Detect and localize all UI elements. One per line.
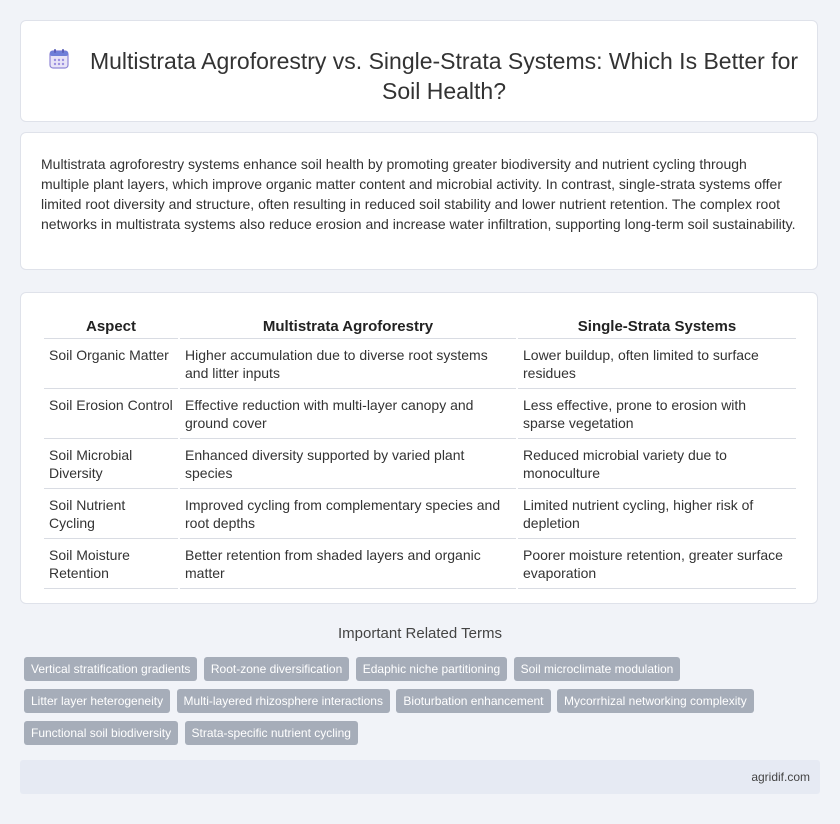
table-row xyxy=(44,389,796,439)
related-terms-heading: Important Related Terms xyxy=(338,625,502,642)
related-term-tag[interactable]: Functional soil biodiversity xyxy=(24,721,178,745)
single-strata-cell: Less effective, prone to erosion with sparse vegetation xyxy=(518,389,796,439)
table-row xyxy=(44,539,796,589)
table-row xyxy=(44,339,796,389)
table-row xyxy=(44,439,796,489)
multistrata-cell: Better retention from shaded layers and organic matter xyxy=(180,539,516,589)
related-term-tag[interactable]: Litter layer heterogeneity xyxy=(24,689,170,713)
related-term-tag[interactable]: Edaphic niche partitioning xyxy=(356,657,507,681)
multistrata-cell: Effective reduction with multi-layer canopy and ground cover xyxy=(180,389,516,439)
header-multistrata: Multistrata Agroforestry xyxy=(180,314,516,339)
related-term-tag[interactable]: Vertical stratification gradients xyxy=(24,657,197,681)
header-single-strata: Single-Strata Systems xyxy=(518,314,796,339)
table-row xyxy=(44,489,796,539)
multistrata-cell: Improved cycling from complementary species and root depths xyxy=(180,489,516,539)
single-strata-cell: Reduced microbial variety due to monoculture xyxy=(518,439,796,489)
single-strata-cell: Limited nutrient cycling, higher risk of depletion xyxy=(518,489,796,539)
multistrata-cell: Higher accumulation due to diverse root systems and litter inputs xyxy=(180,339,516,389)
header-aspect: Aspect xyxy=(44,314,178,339)
comparison-table xyxy=(42,314,798,589)
aspect-cell: Soil Erosion Control xyxy=(44,389,178,439)
aspect-cell: Soil Organic Matter xyxy=(44,339,178,389)
summary-card xyxy=(20,132,818,270)
aspect-cell: Soil Nutrient Cycling xyxy=(44,489,178,539)
summary-paragraph: Multistrata agroforestry systems enhance soil health by promoting greater biodiversity and nutrient cycling through multiple plant layers, which improve organic matter content and microbial activity. In contrast, single-strata systems offer limited root diversity and structure, often resulting in reduced soil stability and lower nutrient retention. The complex root networks in multistrata systems also reduce erosion and increase water infiltration, supporting long-term soil sustainability. xyxy=(41,156,796,232)
related-terms-list xyxy=(24,657,804,753)
comparison-table-card xyxy=(20,292,818,604)
title-card xyxy=(20,20,818,122)
related-term-tag[interactable]: Bioturbation enhancement xyxy=(396,689,550,713)
related-term-tag[interactable]: Root-zone diversification xyxy=(204,657,349,681)
multistrata-cell: Enhanced diversity supported by varied plant species xyxy=(180,439,516,489)
page-title: Multistrata Agroforestry vs. Single-Strata Systems: Which Is Better for Soil Health? xyxy=(89,48,799,104)
related-term-tag[interactable]: Soil microclimate modulation xyxy=(514,657,681,681)
table-header-row xyxy=(44,314,796,339)
aspect-cell: Soil Microbial Diversity xyxy=(44,439,178,489)
footer xyxy=(20,760,820,794)
related-term-tag[interactable]: Strata-specific nutrient cycling xyxy=(185,721,358,745)
single-strata-cell: Lower buildup, often limited to surface residues xyxy=(518,339,796,389)
related-term-tag[interactable]: Mycorrhizal networking complexity xyxy=(557,689,754,713)
footer-site-link[interactable]: agridif.com xyxy=(751,770,810,784)
calendar-icon xyxy=(48,48,70,70)
single-strata-cell: Poorer moisture retention, greater surface evaporation xyxy=(518,539,796,589)
related-term-tag[interactable]: Multi-layered rhizosphere interactions xyxy=(177,689,390,713)
aspect-cell: Soil Moisture Retention xyxy=(44,539,178,589)
